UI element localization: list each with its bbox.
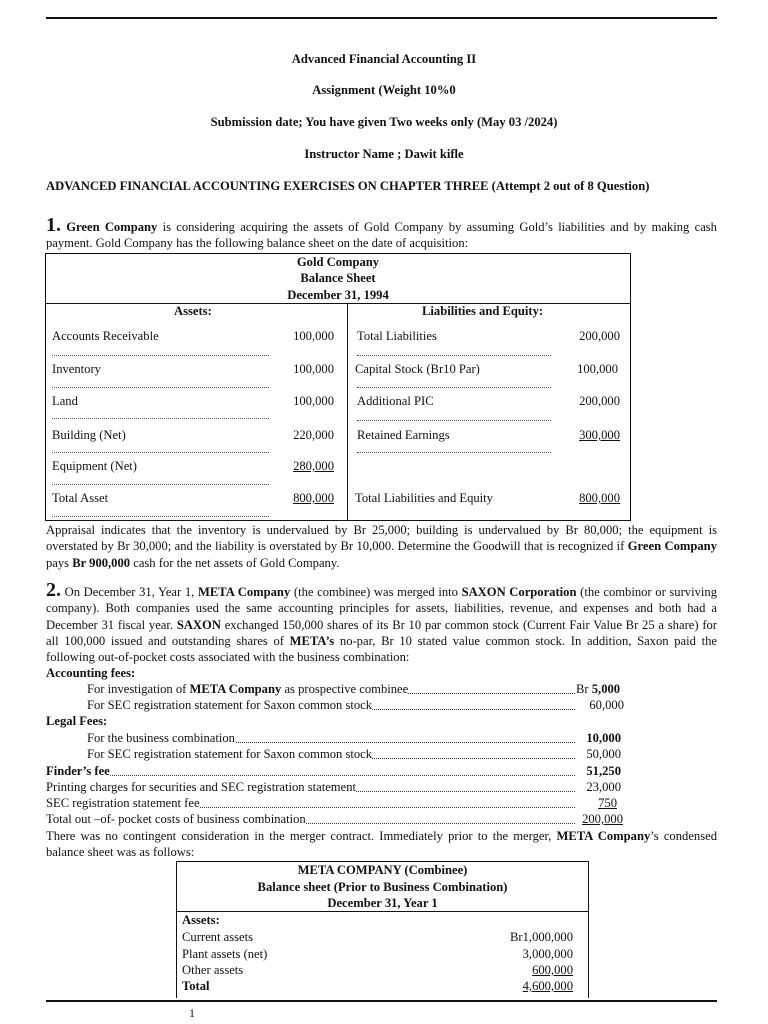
liability-total-label: Total Liabilities and Equity bbox=[355, 491, 493, 505]
liability-label: Retained Earnings bbox=[357, 428, 450, 442]
q2-meta: META Company bbox=[197, 585, 291, 599]
asset-value: 100,000 bbox=[293, 394, 334, 408]
cost-value: 750 bbox=[598, 796, 617, 810]
printing-charges bbox=[46, 779, 575, 795]
q1-number: 1. bbox=[46, 214, 61, 236]
liability-total-value: 800,000 bbox=[579, 491, 620, 505]
cost-label: Total out –of- pocket costs of business combination bbox=[46, 812, 306, 826]
gold-title: Gold Company bbox=[296, 255, 380, 269]
q1-intro-text: is considering acquiring the assets of Gold Company by assuming Gold’s liabilities and by making cash payment. Gold Company has the following balance sheet on the date of acquisition: bbox=[46, 220, 717, 251]
dotted-rule bbox=[357, 452, 551, 453]
cost-total-value: 200,000 bbox=[582, 812, 623, 826]
cost-value: 51,250 bbox=[586, 764, 621, 778]
dotted-rule bbox=[52, 418, 269, 419]
exercise-title: ADVANCED FINANCIAL ACCOUNTING EXERCISES ON CHAPTER THREE (Attempt 2 out of 8 Question) bbox=[46, 179, 650, 193]
liability-value: 200,000 bbox=[579, 394, 620, 408]
contingent-company: META Company bbox=[556, 829, 651, 843]
dotted-rule bbox=[52, 355, 269, 356]
liability-value: 100,000 bbox=[577, 362, 618, 376]
asset-label: Building (Net) bbox=[52, 428, 126, 442]
dotted-rule bbox=[52, 452, 269, 453]
q2-saxon-short: SAXON bbox=[176, 617, 221, 632]
meta-balance-sheet bbox=[176, 861, 589, 998]
cost-label: For the business combination bbox=[87, 731, 235, 745]
total-out-of-pocket bbox=[46, 811, 575, 827]
dotted-rule bbox=[52, 516, 269, 517]
cost-value: 5,000 bbox=[591, 682, 621, 696]
contingent-text: ’s condensed balance sheet was as follows: bbox=[46, 829, 717, 860]
asset-value: 100,000 bbox=[293, 329, 334, 343]
header-rule bbox=[46, 17, 717, 19]
instructor-line: Instructor Name ; Dawit kifle bbox=[304, 147, 464, 161]
course-title: Advanced Financial Accounting II bbox=[291, 52, 477, 66]
dotted-rule bbox=[357, 355, 551, 356]
cost-label: SEC registration statement fee bbox=[46, 796, 200, 810]
meta-asset-value: 3,000,000 bbox=[522, 947, 573, 961]
gold-balance-sheet bbox=[45, 253, 631, 521]
acc-fee-sec bbox=[87, 697, 575, 713]
meta-assets-header: Assets: bbox=[182, 913, 220, 927]
dotted-rule bbox=[357, 420, 551, 421]
asset-total-value: 800,000 bbox=[293, 491, 334, 505]
q2-text: (the combinor or surviving company). Both companies used the same accounting principles for assets, liabilities, revenue, and expenses and both had a December 31 fiscal year. bbox=[46, 585, 717, 632]
acc-fee-investigation-value bbox=[576, 681, 620, 697]
q2-saxon: SAXON Corporation bbox=[461, 585, 577, 599]
meta-header-rule bbox=[177, 911, 588, 912]
cost-value: 50,000 bbox=[586, 747, 621, 761]
liability-label: Total Liabilities bbox=[357, 329, 437, 343]
cost-label: For investigation of bbox=[87, 682, 190, 696]
asset-label: Inventory bbox=[52, 362, 101, 376]
asset-label: Equipment (Net) bbox=[52, 459, 137, 473]
appraisal-amount: Br 900,000 bbox=[72, 555, 131, 570]
meta-subtitle: Balance sheet (Prior to Business Combination) bbox=[257, 880, 508, 894]
asset-label: Land bbox=[52, 394, 78, 408]
appraisal-company: Green Company bbox=[627, 539, 717, 554]
q2-metas: META’s bbox=[289, 633, 335, 648]
dotted-rule bbox=[357, 387, 551, 388]
meta-asset-value: 600,000 bbox=[532, 963, 573, 977]
asset-value: 280,000 bbox=[293, 459, 334, 473]
cost-value: 60,000 bbox=[589, 698, 624, 712]
q2-intro bbox=[46, 579, 717, 665]
meta-date: December 31, Year 1 bbox=[327, 896, 438, 910]
finders-fee bbox=[46, 763, 575, 779]
currency-prefix: Br bbox=[576, 682, 592, 696]
acc-fee-investigation bbox=[87, 681, 575, 697]
liability-label: Additional PIC bbox=[357, 394, 434, 408]
gold-column-divider bbox=[347, 303, 348, 520]
footer-rule bbox=[46, 1000, 717, 1002]
gold-date: December 31, 1994 bbox=[287, 288, 389, 302]
dotted-rule bbox=[52, 484, 269, 485]
asset-total-label: Total Asset bbox=[52, 491, 109, 505]
gold-subtitle: Balance Sheet bbox=[300, 271, 376, 285]
meta-asset-label: Other assets bbox=[182, 963, 244, 977]
q2-text: no-par, Br 10 stated value common stock. In addition, Saxon paid the following out-of-pocket costs associated with the business combination: bbox=[46, 633, 717, 665]
cost-label: Printing charges for securities and SEC registration statement bbox=[46, 780, 356, 794]
cost-label: For SEC registration statement for Saxon common stock bbox=[87, 747, 373, 761]
meta-asset-label: Current assets bbox=[182, 930, 253, 944]
liability-label: Capital Stock (Br10 Par) bbox=[355, 362, 480, 376]
dotted-rule bbox=[52, 387, 269, 388]
q2-number: 2. bbox=[46, 579, 61, 601]
meta-asset-value: Br1,000,000 bbox=[510, 930, 573, 944]
q2-contingent bbox=[46, 828, 717, 861]
cost-label-company: META Company bbox=[189, 682, 282, 696]
asset-value: 100,000 bbox=[293, 362, 334, 376]
appraisal-text: Appraisal indicates that the inventory is undervalued by Br 25,000; building is undervalued by Br 80,000; the equipment is overstated by Br 30,000; and the liability is overstated by Br 10,000. Determine the Goodwill that is recognized if bbox=[46, 523, 717, 554]
page-number: 1 bbox=[189, 1006, 195, 1020]
cost-label: Finder’s fee bbox=[46, 764, 110, 778]
appraisal-text: cash for the net assets of Gold Company. bbox=[130, 555, 340, 570]
q2-text: exchanged 150,000 shares of its Br 10 par common stock (Current Fair Value Br 25 a share) for all 100,000 issued and outstanding shares of bbox=[46, 617, 717, 648]
q1-appraisal bbox=[46, 522, 717, 571]
legal-fee-sec bbox=[87, 746, 575, 762]
liability-value: 300,000 bbox=[579, 428, 620, 442]
cost-label: For SEC registration statement for Saxon common stock bbox=[87, 698, 373, 712]
sec-fee bbox=[46, 795, 575, 811]
leader-dots bbox=[46, 775, 575, 776]
gold-liab-header: Liabilities and Equity: bbox=[422, 304, 544, 318]
appraisal-text: pays bbox=[46, 555, 73, 570]
asset-value: 220,000 bbox=[293, 428, 334, 442]
accounting-fees-heading: Accounting fees: bbox=[46, 666, 136, 680]
q2-text: On December 31, Year 1, bbox=[61, 585, 198, 599]
submission-line: Submission date; You have given Two weeks only (May 03 /2024) bbox=[210, 115, 558, 129]
asset-label: Accounts Receivable bbox=[52, 329, 159, 343]
assignment-line: Assignment (Weight 10%0 bbox=[312, 83, 456, 97]
q2-text: (the combinee) was merged into bbox=[290, 585, 462, 599]
contingent-text: There was no contingent consideration in the merger contract. Immediately prior to the merger, bbox=[46, 829, 557, 843]
gold-assets-header: Assets: bbox=[174, 304, 212, 318]
meta-total-label: Total bbox=[182, 979, 210, 993]
cost-value: 23,000 bbox=[586, 780, 621, 794]
liability-value: 200,000 bbox=[579, 329, 620, 343]
meta-asset-label: Plant assets (net) bbox=[182, 947, 268, 961]
q1-company: Green Company bbox=[66, 220, 158, 234]
meta-total-value: 4,600,000 bbox=[522, 979, 573, 993]
meta-title: META COMPANY (Combinee) bbox=[297, 863, 468, 877]
legal-fees-heading: Legal Fees: bbox=[46, 714, 108, 728]
cost-value: 10,000 bbox=[586, 731, 621, 745]
legal-fee-combination bbox=[87, 730, 575, 746]
cost-label: as prospective combinee bbox=[281, 682, 409, 696]
q1-intro bbox=[46, 214, 717, 252]
